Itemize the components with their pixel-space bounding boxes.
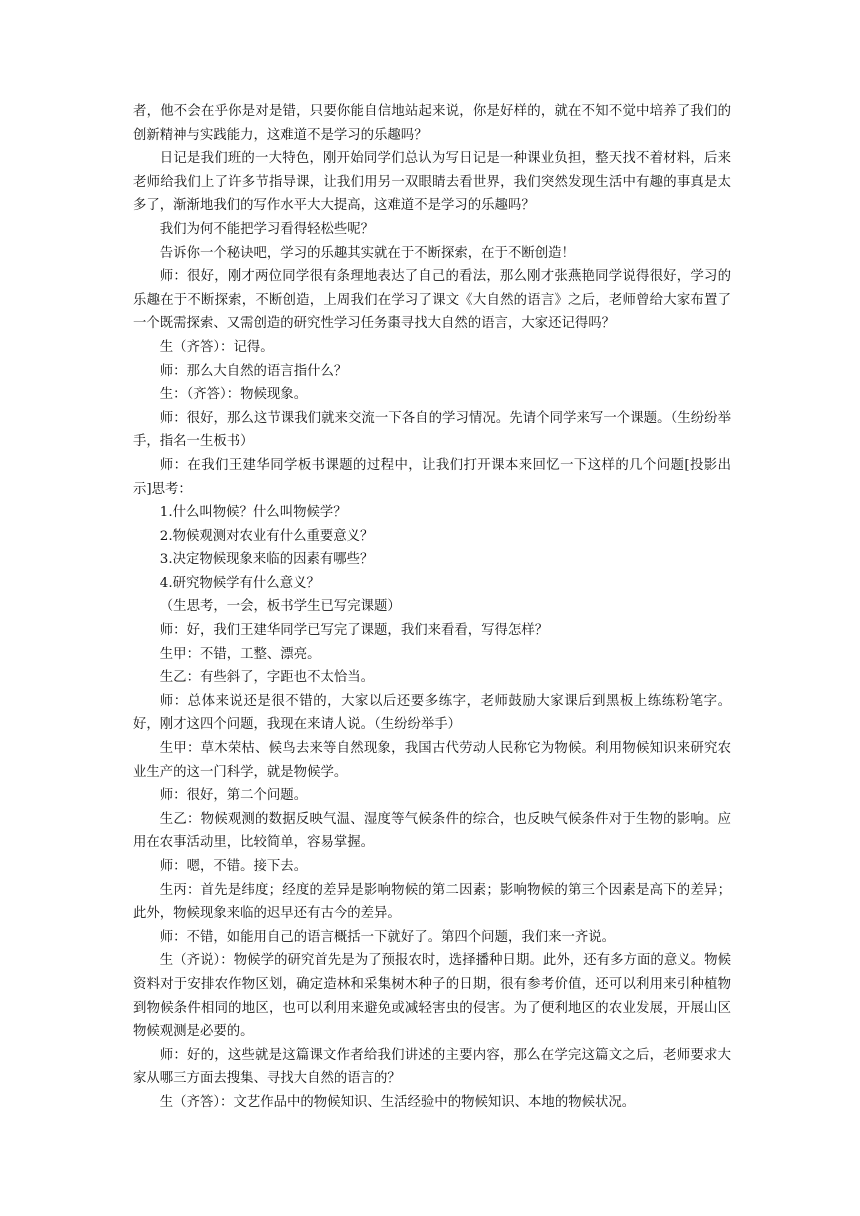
- paragraph: 师：总体来说还是很不错的，大家以后还要多练字，老师鼓励大家课后到黑板上练练粉笔字。好，刚才这四个问题，我现在来请人说。（生纷纷举手）: [133, 693, 731, 733]
- paragraph: 生甲：不错，工整、漂亮。: [159, 646, 321, 662]
- paragraph: 师：很好，那么这节课我们就来交流一下各自的学习情况。先请个同学来写一个课题。（生纷纷举手，指名一生板书）: [133, 410, 731, 450]
- paragraph: 生乙：物候观测的数据反映气温、湿度等气候条件的综合，也反映气候条件对于生物的影响。应用在农事活动里，比较简单，容易掌握。: [133, 811, 731, 851]
- paragraph: 师：很好，刚才两位同学很有条理地表达了自己的看法，那么刚才张燕艳同学说得很好，学习的乐趣在于不断探索，不断创造，上周我们在学习了课文《大自然的语言》之后，老师曾给大家布置了一个既需探索、又需创造的研究性学习任务棗寻找大自然的语言，大家还记得吗？: [133, 269, 731, 332]
- paragraph: 师：很好，第二个问题。: [159, 788, 308, 804]
- paragraph: 师：在我们王建华同学板书课题的过程中，让我们打开课本来回忆一下这样的几个问题[投影出示]思考：: [133, 457, 731, 497]
- paragraph: 生（齐答）：记得。: [159, 339, 274, 355]
- paragraph: 师：嗯，不错。接下去。: [159, 859, 308, 874]
- paragraph: 日记是我们班的一大特色，刚开始同学们总认为写日记是一种课业负担，整天找不着材料，后来老师给我们上了许多节指导课，让我们用另一双眼睛去看世界，我们突然发现生活中有趣的事真是太多了，渐渐地我们的写作水平大大提高，这难道不是学习的乐趣吗？: [133, 151, 731, 214]
- paragraph: 生甲：草木荣枯、候鸟去来等自然现象，我国古代劳动人民称它为物候。利用物候知识来研究农业生产的这一门科学，就是物候学。: [133, 741, 731, 780]
- paragraph: （生思考，一会，板书学生已写完课题）: [159, 599, 401, 615]
- paragraph: 1.什么叫物候？什么叫物候学？: [159, 505, 347, 521]
- paragraph: 者，他不会在乎你是对是错，只要你能自信地站起来说，你是好样的，就在不知不觉中培养了我们的创新精神与实践能力，这难道不是学习的乐趣吗？: [133, 104, 731, 143]
- paragraph: 生：（齐答）：物候现象。: [159, 387, 308, 403]
- paragraph: 3.决定物候现象来临的因素有哪些？: [159, 552, 374, 568]
- paragraph: 生丙：首先是纬度；经度的差异是影响物候的第二因素；影响物候的第三个因素是高下的差异；此外，物候现象来临的迟早还有古今的差异。: [133, 882, 731, 922]
- document-body: [133, 100, 731, 1115]
- paragraph: 师：好的，这些就是这篇课文作者给我们讲述的主要内容，那么在学完这篇文之后，老师要求大家从哪三方面去搜集、寻找大自然的语言的？: [133, 1047, 731, 1087]
- paragraph: 生乙：有些斜了，字距也不太恰当。: [159, 670, 375, 686]
- paragraph: 4.研究物候学有什么意义？: [159, 575, 320, 591]
- paragraph: 我们为何不能把学习看得轻松些呢？: [159, 221, 375, 237]
- paragraph: 师：好，我们王建华同学已写完了课题，我们来看看，写得怎样？: [159, 623, 549, 639]
- paragraph: 生（齐答）：文艺作品中的物候知识、生活经验中的物候知识、本地的物候状况。: [159, 1094, 636, 1110]
- paragraph: 生（齐说）：物候学的研究首先是为了预报农时，选择播种日期。此外，还有多方面的意义。物候资料对于安排农作物区划，确定造林和采集树木种子的日期，很有参考价值，还可以利用来引种植物到物候条件相同的地区，也可以利用来避免或减轻害虫的侵害。为了便利地区的农业发展，开展山区物候观测是必要的。: [133, 953, 731, 1040]
- paragraph: 师：那么大自然的语言指什么？: [159, 363, 348, 379]
- paragraph: 2.物候观测对农业有什么重要意义？: [159, 528, 374, 544]
- paragraph: 告诉你一个秘诀吧，学习的乐趣其实就在于不断探索，在于不断创造！: [159, 245, 575, 261]
- paragraph: 师：不错，如能用自己的语言概括一下就好了。第四个问题，我们来一齐说。: [159, 929, 616, 945]
